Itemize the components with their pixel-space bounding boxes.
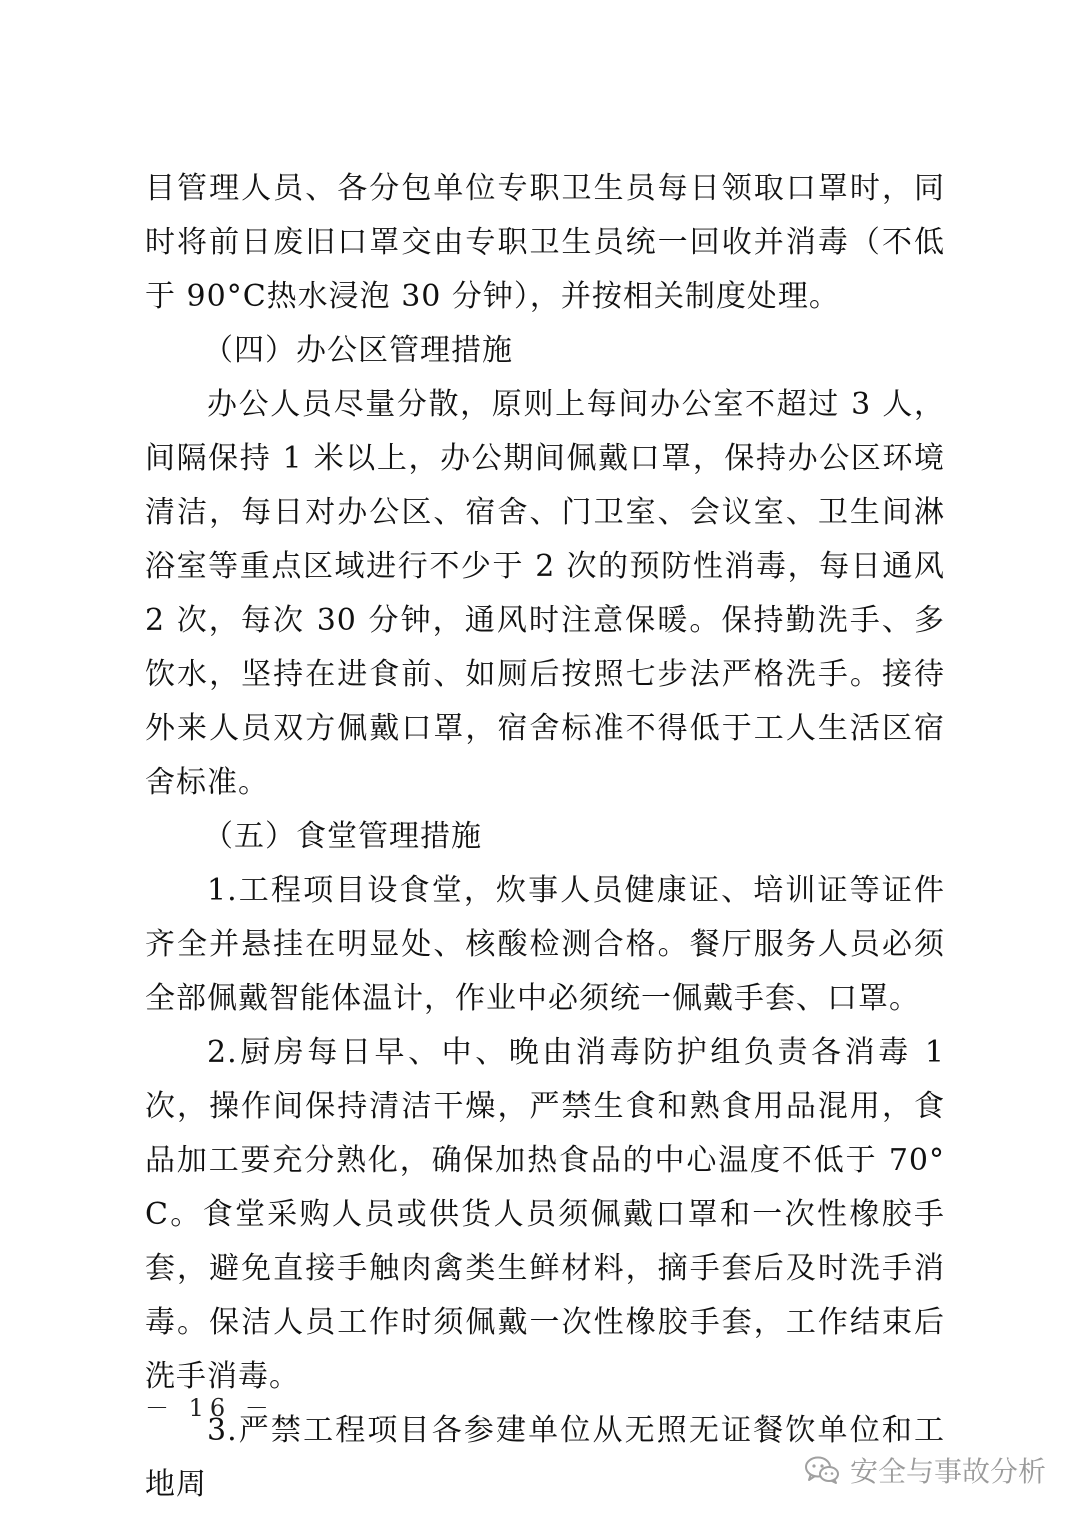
paragraph-office-measures: 办公人员尽量分散，原则上每间办公室不超过 3 人，间隔保持 1 米以上，办公期间佩戴口罩，保持办公区环境清洁，每日对办公区、宿舍、门卫室、会议室、卫生间淋浴室等重点区域进行不少于 2 次的预防性消毒，每日通风 2 次，每次 30 分钟，通风时注意保暖。保持勤洗手、多饮水，坚持在进食前、如厕后按照七步法严格洗手。接待外来人员双方佩戴口罩，宿舍标准不得低于工人生活区宿舍标准。 — [145, 387, 945, 800]
paragraph-canteen-item-1: 1.工程项目设食堂，炊事人员健康证、培训证等证件齐全并悬挂在明显处、核酸检测合格。餐厅服务人员必须全部佩戴智能体温计，作业中必须统一佩戴手套、口罩。 — [145, 873, 945, 1016]
watermark — [804, 1450, 1046, 1490]
paragraph-canteen-item-3: 3.严禁工程项目各参建单位从无照无证餐饮单位和工地周 — [145, 1413, 945, 1502]
paragraph-canteen-item-2: 2.厨房每日早、中、晚由消毒防护组负责各消毒 1 次，操作间保持清洁干燥，严禁生食和熟食用品混用，食品加工要充分熟化，确保加热食品的中心温度不低于 70°C。食堂采购人员或供货人员须佩戴口罩和一次性橡胶手套，避免直接手触肉禽类生鲜材料，摘手套后及时洗手消毒。保洁人员工作时须佩戴一次性橡胶手套，工作结束后洗手消毒。 — [145, 1035, 945, 1394]
page-number: － 16 － — [145, 1394, 275, 1422]
section-heading-canteen: （五）食堂管理措施 — [203, 819, 482, 854]
wechat-icon — [804, 1455, 840, 1485]
document-body — [145, 162, 945, 1512]
section-heading-office: （四）办公区管理措施 — [203, 333, 513, 368]
paragraph-continuation: 目管理人员、各分包单位专职卫生员每日领取口罩时，同时将前日废旧口罩交由专职卫生员统一回收并消毒（不低于 90°C热水浸泡 30 分钟），并按相关制度处理。 — [145, 171, 945, 314]
watermark-text: 安全与事故分析 — [849, 1455, 1046, 1488]
